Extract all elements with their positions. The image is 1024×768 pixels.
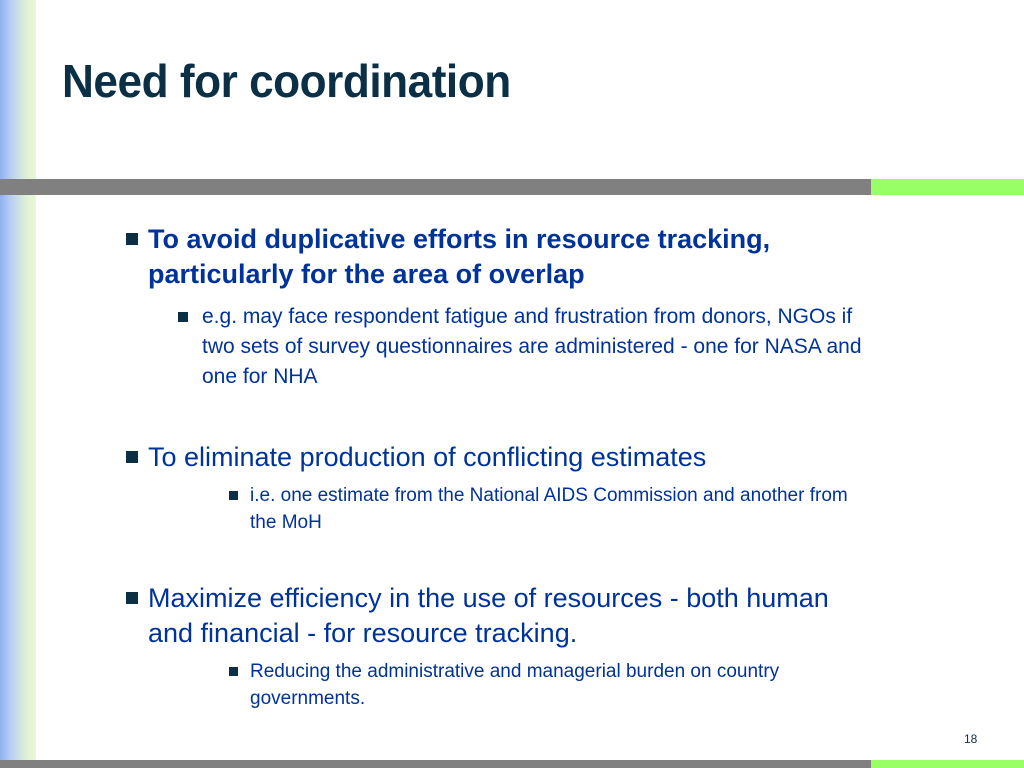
square-bullet-icon (229, 491, 238, 500)
bullet-3 (126, 581, 866, 651)
left-gradient-band (0, 0, 36, 768)
bullet-2-text: To eliminate production of conflicting estimates (148, 442, 707, 472)
square-bullet-icon (126, 592, 138, 604)
bullet-1-text: To avoid duplicative efforts in resource tracking, particularly for the area of overlap (148, 224, 771, 289)
square-bullet-icon (126, 451, 138, 463)
page-number: 18 (964, 732, 978, 746)
slide-title: Need for coordination (62, 55, 511, 107)
footer-divider-gray (0, 760, 871, 768)
bullet-2-sub-text: i.e. one estimate from the National AIDS Commission and another from the MoH (250, 485, 848, 533)
title-divider-green (871, 179, 1024, 195)
bullet-2 (126, 440, 826, 475)
bullet-3-text: Maximize efficiency in the use of resources - both human and financial - for resource tracking. (148, 583, 829, 648)
bullet-1-sub (178, 302, 883, 392)
square-bullet-icon (178, 312, 188, 322)
bullet-2-sub (229, 482, 879, 536)
bullet-1 (126, 222, 826, 292)
title-divider-gray (0, 179, 871, 195)
bullet-1-sub-text: e.g. may face respondent fatigue and frustration from donors, NGOs if two sets of survey questionnaires are administered - one for NASA and one for NHA (202, 305, 862, 388)
bullet-3-sub (229, 658, 869, 712)
square-bullet-icon (229, 667, 238, 676)
square-bullet-icon (126, 233, 138, 245)
bullet-3-sub-text: Reducing the administrative and managerial burden on country governments. (250, 661, 780, 709)
footer-divider-green (871, 760, 1024, 768)
